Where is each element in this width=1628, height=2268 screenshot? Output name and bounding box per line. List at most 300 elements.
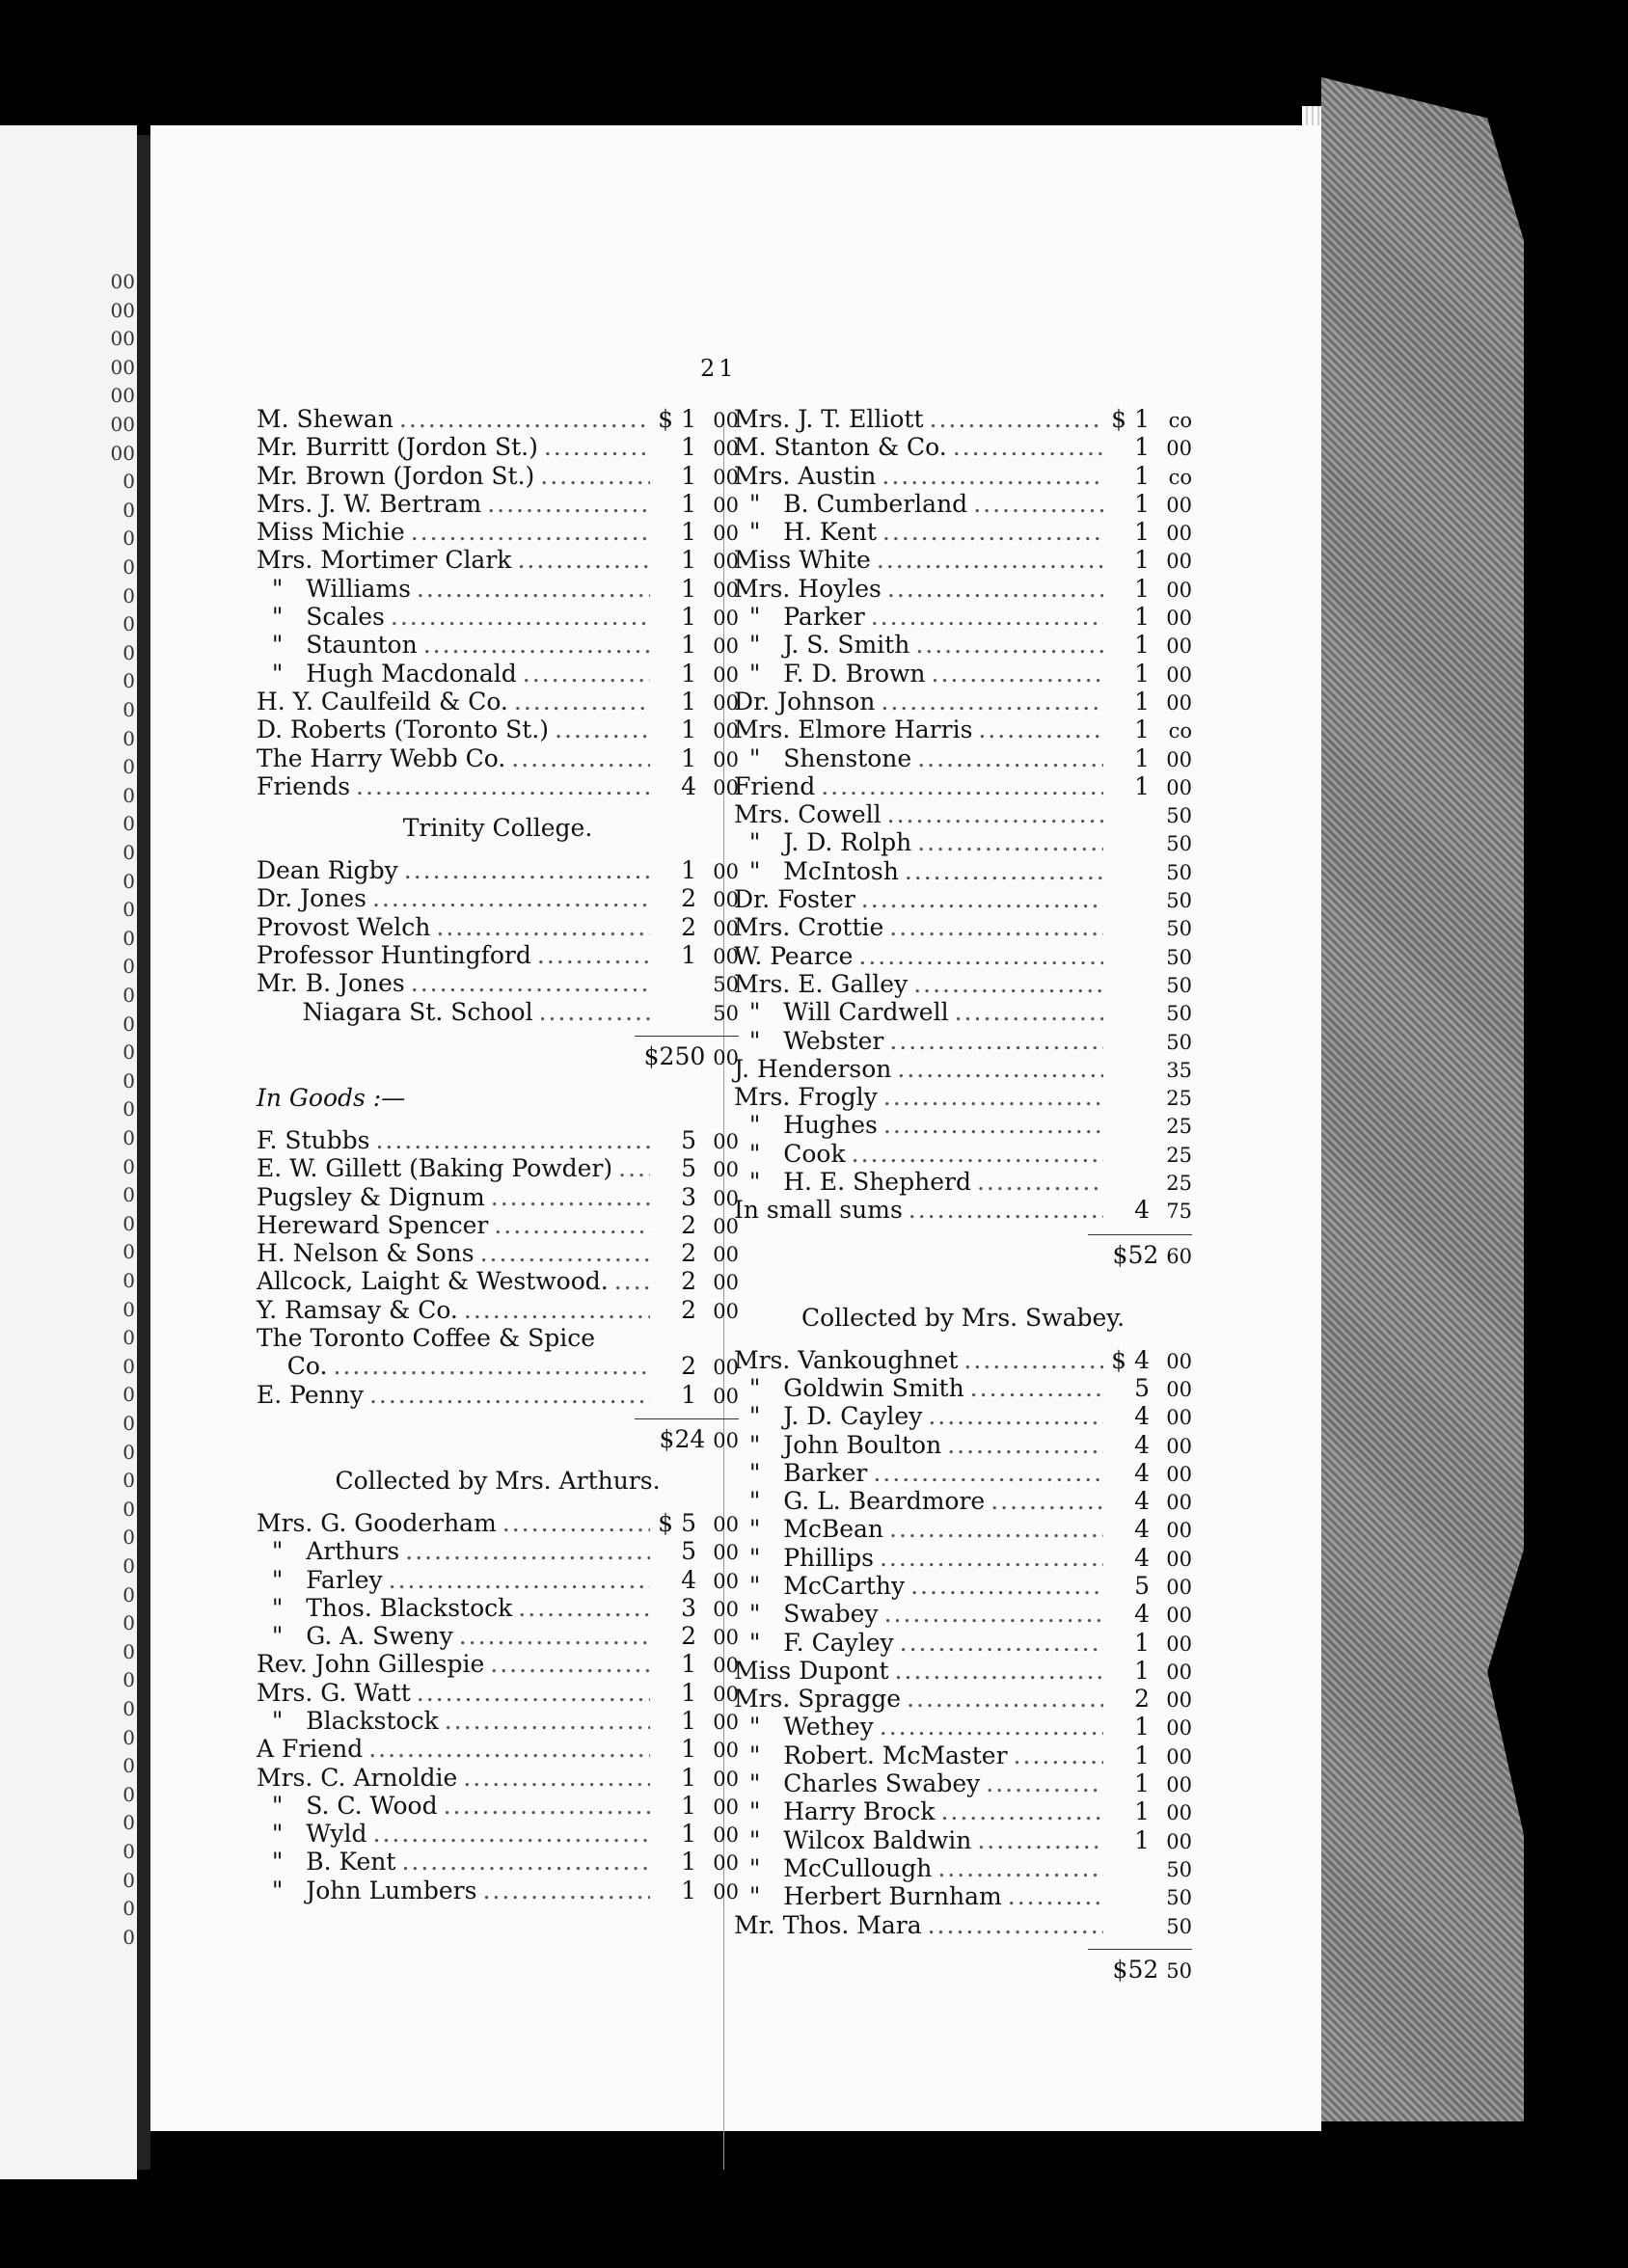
donor-name: " Blackstock xyxy=(257,1706,439,1735)
amount-cents: 75 xyxy=(1166,1200,1192,1224)
donor-name: " McBean xyxy=(734,1515,884,1544)
leader-dots xyxy=(986,1769,1103,1797)
leader-dots xyxy=(401,1848,650,1876)
donation-row xyxy=(734,942,1192,970)
leader-dots xyxy=(947,1431,1103,1459)
spacer xyxy=(734,1269,1192,1290)
donation-row xyxy=(734,405,1192,433)
donation-row xyxy=(257,941,739,969)
donation-row xyxy=(257,688,739,716)
donation-row xyxy=(257,631,739,659)
donation-row xyxy=(257,1848,739,1876)
amount-dollars: 1 xyxy=(681,941,696,970)
total-amount xyxy=(1088,1949,1192,1984)
amount-dollars: 3 xyxy=(681,1182,696,1211)
donation-row xyxy=(257,1735,739,1763)
donor-name: Allcock, Laight & Westwood. xyxy=(257,1267,609,1296)
amount-dollars: 5 xyxy=(1134,1571,1150,1600)
leader-dots xyxy=(858,942,1103,970)
donor-name: " Charles Swabey xyxy=(734,1769,981,1798)
amount-cents: 00 xyxy=(1166,1462,1192,1486)
left-page-mark: 0 xyxy=(122,1012,135,1036)
left-page-mark: 00 xyxy=(110,270,135,293)
leader-dots xyxy=(490,1650,650,1678)
leader-dots xyxy=(910,1572,1103,1600)
donor-name: Mr. Brown (Jordon St.) xyxy=(257,461,535,490)
donor-name: In small sums xyxy=(734,1196,903,1225)
amount-cents: 00 xyxy=(1166,1716,1192,1741)
amount-dollars: 4 xyxy=(1134,1430,1150,1459)
amount-dollars: 4 xyxy=(681,771,696,800)
donor-name: Mrs. Vankoughnet xyxy=(734,1345,959,1374)
left-page-mark: 0 xyxy=(122,526,135,551)
donation-row xyxy=(734,716,1192,743)
amount-dollars: 1 xyxy=(681,405,696,433)
leader-dots xyxy=(555,716,650,743)
amount-dollars: 4 xyxy=(1134,1458,1150,1487)
amount-dollars: 1 xyxy=(681,716,696,744)
donation-row xyxy=(734,828,1192,856)
amount-cents: 00 xyxy=(1166,1491,1192,1515)
amount-cents: 50 xyxy=(1166,1914,1192,1938)
left-page-edge xyxy=(0,125,137,2179)
donor-name: Dr. Johnson xyxy=(734,687,876,716)
amount-dollars: 2 xyxy=(681,1267,696,1296)
donor-name: " Harry Brock xyxy=(734,1797,936,1826)
donation-row xyxy=(734,1515,1192,1543)
donor-name: Mrs. G. Watt xyxy=(257,1678,411,1707)
amount-cents: 00 xyxy=(1166,550,1192,574)
donor-name: Miss White xyxy=(734,546,871,575)
donation-row xyxy=(734,885,1192,913)
donor-name: " Parker xyxy=(734,603,865,632)
leader-dots xyxy=(884,1600,1103,1628)
donation-row xyxy=(257,1537,739,1565)
amount-cents: 00 xyxy=(713,550,739,574)
amount-cents: 50 xyxy=(1166,1030,1192,1054)
donor-name: " H. Kent xyxy=(734,518,877,547)
amount-cents: 00 xyxy=(713,1214,739,1238)
leader-dots xyxy=(889,1515,1103,1543)
left-page-mark: 0 xyxy=(122,1725,135,1749)
amount-cents: 50 xyxy=(1166,804,1192,828)
leader-dots xyxy=(887,800,1103,828)
amount-dollars: 1 xyxy=(681,1876,696,1904)
total-cents: 60 xyxy=(1166,1244,1192,1268)
section-heading: Collected by Mrs. Swabey. xyxy=(800,1303,1126,1332)
leader-dots xyxy=(517,546,650,574)
left-page-mark: 0 xyxy=(122,1782,135,1806)
donation-row xyxy=(257,405,739,433)
donor-name: The Toronto Coffee & Spice xyxy=(257,1324,596,1353)
left-page-mark: 0 xyxy=(122,1497,135,1521)
donation-row xyxy=(734,1346,1192,1374)
leader-dots xyxy=(389,1566,650,1594)
amount-dollars: 1 xyxy=(681,856,696,885)
donor-name: Mrs. Cowell xyxy=(734,800,882,829)
currency-sign: $ xyxy=(658,1508,673,1537)
amount-dollars: 1 xyxy=(1134,574,1150,603)
left-page-mark: 0 xyxy=(122,984,135,1007)
donation-row xyxy=(257,1324,739,1352)
leader-dots xyxy=(978,716,1103,743)
donor-name: Rev. John Gillespie xyxy=(257,1650,485,1679)
donation-row xyxy=(734,1431,1192,1459)
amount-dollars: 4 xyxy=(1134,1345,1150,1374)
donation-row xyxy=(734,660,1192,688)
donation-row xyxy=(257,998,739,1026)
donor-name: Provost Welch xyxy=(257,912,431,941)
amount-cents: 50 xyxy=(1166,889,1192,913)
donor-name: Mrs. Frogly xyxy=(734,1083,878,1112)
donation-row xyxy=(734,1742,1192,1769)
amount-cents: 00 xyxy=(713,522,739,546)
leader-dots xyxy=(404,856,650,884)
amount-dollars: 4 xyxy=(1134,1515,1150,1544)
donor-name: " Staunton xyxy=(257,631,418,660)
amount-cents: 00 xyxy=(1166,1773,1192,1797)
book-spine xyxy=(137,135,150,2170)
amount-cents: 00 xyxy=(1166,1632,1192,1656)
amount-cents: 00 xyxy=(713,719,739,743)
donation-row xyxy=(734,857,1192,885)
amount-cents: 50 xyxy=(1166,1002,1192,1026)
donor-name: Niagara St. School xyxy=(257,997,533,1026)
amount-dollars: 1 xyxy=(1134,743,1150,772)
donation-row xyxy=(257,1211,739,1239)
amount-cents: 00 xyxy=(713,1682,739,1706)
left-page-mark: 00 xyxy=(110,298,135,322)
leader-dots xyxy=(953,433,1103,461)
donation-row xyxy=(734,998,1192,1026)
left-page-mark: 0 xyxy=(122,926,135,950)
donor-name: " Scales xyxy=(257,603,385,632)
amount-cents: 00 xyxy=(713,1710,739,1734)
donor-name: Y. Ramsay & Co. xyxy=(257,1295,458,1324)
leader-dots xyxy=(880,1544,1103,1572)
donation-row xyxy=(734,575,1192,603)
left-page-mark: 0 xyxy=(122,1297,135,1321)
left-page-mark: 0 xyxy=(122,698,135,721)
amount-dollars: 1 xyxy=(1134,405,1150,433)
amount-dollars: 1 xyxy=(681,603,696,632)
leader-dots xyxy=(970,1374,1103,1402)
leader-dots xyxy=(494,1211,650,1239)
leader-dots xyxy=(369,1381,650,1409)
leader-dots xyxy=(544,433,650,461)
donation-row xyxy=(257,1267,739,1295)
leader-dots xyxy=(883,1111,1103,1139)
amount-dollars: 4 xyxy=(1134,1487,1150,1516)
amount-cents: 00 xyxy=(713,578,739,602)
donor-name: D. Roberts (Toronto St.) xyxy=(257,716,550,744)
leader-dots xyxy=(459,1622,650,1650)
total-amount xyxy=(635,1418,739,1453)
amount-cents: 00 xyxy=(713,916,739,940)
leader-dots xyxy=(487,490,650,518)
leader-dots xyxy=(511,744,650,772)
total-dollars: $24 xyxy=(659,1424,706,1453)
currency-sign: $ xyxy=(658,405,673,433)
leader-dots xyxy=(391,603,650,631)
amount-cents: 00 xyxy=(713,662,739,687)
leader-dots xyxy=(973,490,1103,518)
left-page-mark: 0 xyxy=(122,1754,135,1778)
donation-row xyxy=(734,772,1192,800)
leader-dots xyxy=(356,772,650,800)
amount-cents: 25 xyxy=(1166,1115,1192,1139)
donor-name: H. Nelson & Sons xyxy=(257,1239,475,1268)
amount-cents: 00 xyxy=(713,437,739,461)
left-page-mark: 0 xyxy=(122,583,135,608)
section-total xyxy=(257,1026,739,1070)
donor-name: " McCarthy xyxy=(734,1571,906,1600)
leader-dots xyxy=(887,575,1103,603)
left-page-mark: 0 xyxy=(122,470,135,494)
leader-dots xyxy=(963,1346,1103,1374)
page xyxy=(150,125,1321,2131)
donor-name: Mrs. Austin xyxy=(734,461,877,490)
donor-name: Friend xyxy=(734,771,816,800)
amount-dollars: 1 xyxy=(681,461,696,490)
left-page-mark: 0 xyxy=(122,1154,135,1178)
donor-name: Mrs. Elmore Harris xyxy=(734,716,973,744)
donor-name: Dr. Jones xyxy=(257,884,366,913)
donor-name: M. Shewan xyxy=(257,405,393,433)
leader-dots xyxy=(928,1911,1103,1939)
donor-name: " Hughes xyxy=(734,1111,878,1140)
leader-dots xyxy=(523,660,650,688)
donor-name: Professor Huntingford xyxy=(257,941,531,970)
leader-dots xyxy=(889,1027,1103,1055)
section-heading: Trinity College. xyxy=(402,814,593,843)
donor-name: E. W. Gillett (Baking Powder) xyxy=(257,1154,613,1183)
amount-cents: 00 xyxy=(1166,634,1192,659)
donor-name: " Williams xyxy=(257,574,411,603)
left-page-mark: 0 xyxy=(122,640,135,664)
left-page-mark: 00 xyxy=(110,327,135,351)
currency-sign: $ xyxy=(1111,1345,1126,1374)
donor-name: " Webster xyxy=(734,1026,884,1055)
amount-dollars: 1 xyxy=(681,489,696,518)
leader-dots xyxy=(482,1876,650,1904)
amount-dollars: 1 xyxy=(681,1763,696,1792)
donation-row xyxy=(257,462,739,490)
leader-dots xyxy=(977,1826,1103,1854)
left-page-mark: 0 xyxy=(122,1868,135,1892)
amount-dollars: 2 xyxy=(1134,1685,1150,1714)
donation-row xyxy=(734,1911,1192,1939)
amount-cents: 00 xyxy=(713,409,739,432)
section-total xyxy=(257,1409,739,1453)
amount-cents: 00 xyxy=(1166,578,1192,602)
leader-dots xyxy=(411,969,650,997)
donation-row xyxy=(734,800,1192,828)
amount-dollars: 1 xyxy=(681,1678,696,1707)
donation-row xyxy=(734,1055,1192,1083)
leader-dots xyxy=(1008,1882,1103,1910)
donation-row xyxy=(257,1876,739,1904)
amount-cents: 00 xyxy=(1166,775,1192,799)
donation-row xyxy=(734,518,1192,546)
left-page-mark: 0 xyxy=(122,1811,135,1835)
amount-dollars: 1 xyxy=(681,1848,696,1876)
donor-name: " Cook xyxy=(734,1139,846,1168)
book-cover xyxy=(1321,77,1524,2121)
donation-row xyxy=(257,518,739,546)
donation-row xyxy=(734,1713,1192,1741)
donor-name: " Robert. McMaster xyxy=(734,1741,1008,1769)
donor-name: Mrs. Crottie xyxy=(734,913,884,942)
currency-sign: $ xyxy=(1111,405,1126,433)
amount-cents: 00 xyxy=(1166,1829,1192,1853)
amount-dollars: 1 xyxy=(1134,1628,1150,1657)
leader-dots xyxy=(372,884,650,912)
amount-cents: 00 xyxy=(1166,1547,1192,1571)
amount-dollars: 1 xyxy=(1134,1769,1150,1798)
amount-dollars: 1 xyxy=(1134,1797,1150,1826)
leader-dots xyxy=(883,1083,1103,1111)
left-page-mark: 0 xyxy=(122,1639,135,1663)
donor-name: " Wilcox Baldwin xyxy=(734,1825,972,1854)
amount-dollars: 1 xyxy=(1134,1825,1150,1854)
leader-dots xyxy=(445,1707,650,1735)
left-page-mark: 0 xyxy=(122,1554,135,1578)
amount-dollars: 3 xyxy=(681,1593,696,1622)
amount-cents: 00 xyxy=(1166,607,1192,631)
donation-row xyxy=(257,433,739,461)
donor-name: " G. A. Sweny xyxy=(257,1622,453,1651)
amount-cents: 00 xyxy=(713,1569,739,1593)
amount-dollars: 2 xyxy=(681,884,696,913)
donation-row xyxy=(257,1183,739,1211)
donor-name: Mrs. E. Galley xyxy=(734,969,909,998)
donor-name: " J. S. Smith xyxy=(734,631,910,660)
amount-cents: 00 xyxy=(713,860,739,884)
left-page-mark: 0 xyxy=(122,1326,135,1350)
amount-cents: 00 xyxy=(1166,1660,1192,1684)
donation-row xyxy=(257,1594,739,1622)
amount-cents: 00 xyxy=(713,1356,739,1380)
donor-name: Mrs. Hoyles xyxy=(734,574,882,603)
leader-dots xyxy=(423,631,650,659)
leader-dots xyxy=(895,1657,1103,1685)
amount-cents: 00 xyxy=(1166,1575,1192,1599)
donation-row xyxy=(257,1126,739,1154)
donation-row xyxy=(257,1154,739,1182)
left-page-mark: 0 xyxy=(122,1925,135,1949)
donor-name: " Thos. Blackstock xyxy=(257,1593,513,1622)
leader-dots xyxy=(880,1713,1103,1741)
leader-dots xyxy=(977,1168,1103,1196)
leader-dots xyxy=(861,885,1103,913)
donation-row xyxy=(257,575,739,603)
left-page-mark: 00 xyxy=(110,441,135,465)
amount-dollars: 1 xyxy=(681,574,696,603)
left-page-mark: 0 xyxy=(122,1582,135,1606)
left-page-mark: 0 xyxy=(122,555,135,579)
donation-row xyxy=(257,744,739,772)
amount-dollars: 1 xyxy=(681,518,696,547)
amount-cents: 35 xyxy=(1166,1058,1192,1082)
donor-name: Miss Michie xyxy=(257,518,405,547)
donation-row xyxy=(734,1882,1192,1910)
left-page-mark: 0 xyxy=(122,1697,135,1720)
amount-dollars: 1 xyxy=(681,1791,696,1820)
amount-dollars: 1 xyxy=(681,687,696,716)
donor-name: " Goldwin Smith xyxy=(734,1373,964,1402)
donor-name: A Friend xyxy=(257,1735,364,1764)
left-page-mark: 0 xyxy=(122,726,135,750)
donation-row xyxy=(734,1797,1192,1825)
donation-row xyxy=(257,1622,739,1650)
donation-row xyxy=(257,1764,739,1792)
amount-cents: 50 xyxy=(713,1001,739,1025)
donor-name: " H. E. Shepherd xyxy=(734,1168,971,1197)
leader-dots xyxy=(917,828,1103,856)
amount-cents: 25 xyxy=(1166,1172,1192,1196)
total-dollars: $52 xyxy=(1112,1955,1159,1984)
donor-name: " Wyld xyxy=(257,1820,367,1849)
left-page-mark: 0 xyxy=(122,1469,135,1493)
donor-name: Mrs. Spragge xyxy=(734,1685,902,1714)
donation-row xyxy=(734,1402,1192,1430)
amount-dollars: 1 xyxy=(681,1650,696,1679)
leader-dots xyxy=(464,1296,650,1324)
page-number: 21 xyxy=(700,355,738,382)
donation-row xyxy=(734,1826,1192,1854)
leader-dots xyxy=(375,1126,650,1154)
amount-cents: 50 xyxy=(1166,1857,1192,1881)
amount-cents: 50 xyxy=(1166,832,1192,856)
leader-dots xyxy=(417,1679,650,1707)
donation-row xyxy=(257,856,739,884)
amount-dollars: 1 xyxy=(1134,433,1150,462)
donor-name: E. Penny xyxy=(257,1380,364,1409)
donation-row xyxy=(734,1168,1192,1196)
amount-cents: 00 xyxy=(1166,1377,1192,1401)
amount-cents: 00 xyxy=(713,1851,739,1876)
donation-row xyxy=(734,1572,1192,1600)
amount-dollars: 1 xyxy=(1134,631,1150,660)
left-page-mark: 0 xyxy=(122,1040,135,1065)
total-cents: 00 xyxy=(713,1428,739,1452)
total-amount xyxy=(635,1036,739,1070)
amount-cents: 00 xyxy=(713,1299,739,1323)
leader-dots xyxy=(417,575,650,603)
amount-dollars: 1 xyxy=(1134,1656,1150,1685)
left-page-mark: 0 xyxy=(122,1126,135,1149)
left-page-mark: 0 xyxy=(122,1068,135,1093)
amount-cents: 00 xyxy=(713,1384,739,1408)
leader-dots xyxy=(444,1792,650,1820)
donation-row xyxy=(734,913,1192,941)
leader-dots xyxy=(882,518,1103,546)
donation-row xyxy=(734,1083,1192,1111)
donor-name: " F. D. Brown xyxy=(734,659,926,688)
leader-dots xyxy=(928,1402,1103,1430)
leader-dots xyxy=(373,1820,650,1848)
amount-cents: 00 xyxy=(713,1767,739,1791)
leader-dots xyxy=(900,1629,1103,1657)
right-column xyxy=(734,405,1192,1984)
amount-cents: 00 xyxy=(713,1879,739,1904)
left-page-mark: 0 xyxy=(122,1269,135,1292)
leader-dots xyxy=(539,998,650,1026)
donor-name: M. Stanton & Co. xyxy=(734,433,947,462)
amount-dollars: 2 xyxy=(681,1622,696,1651)
donation-row xyxy=(257,603,739,631)
